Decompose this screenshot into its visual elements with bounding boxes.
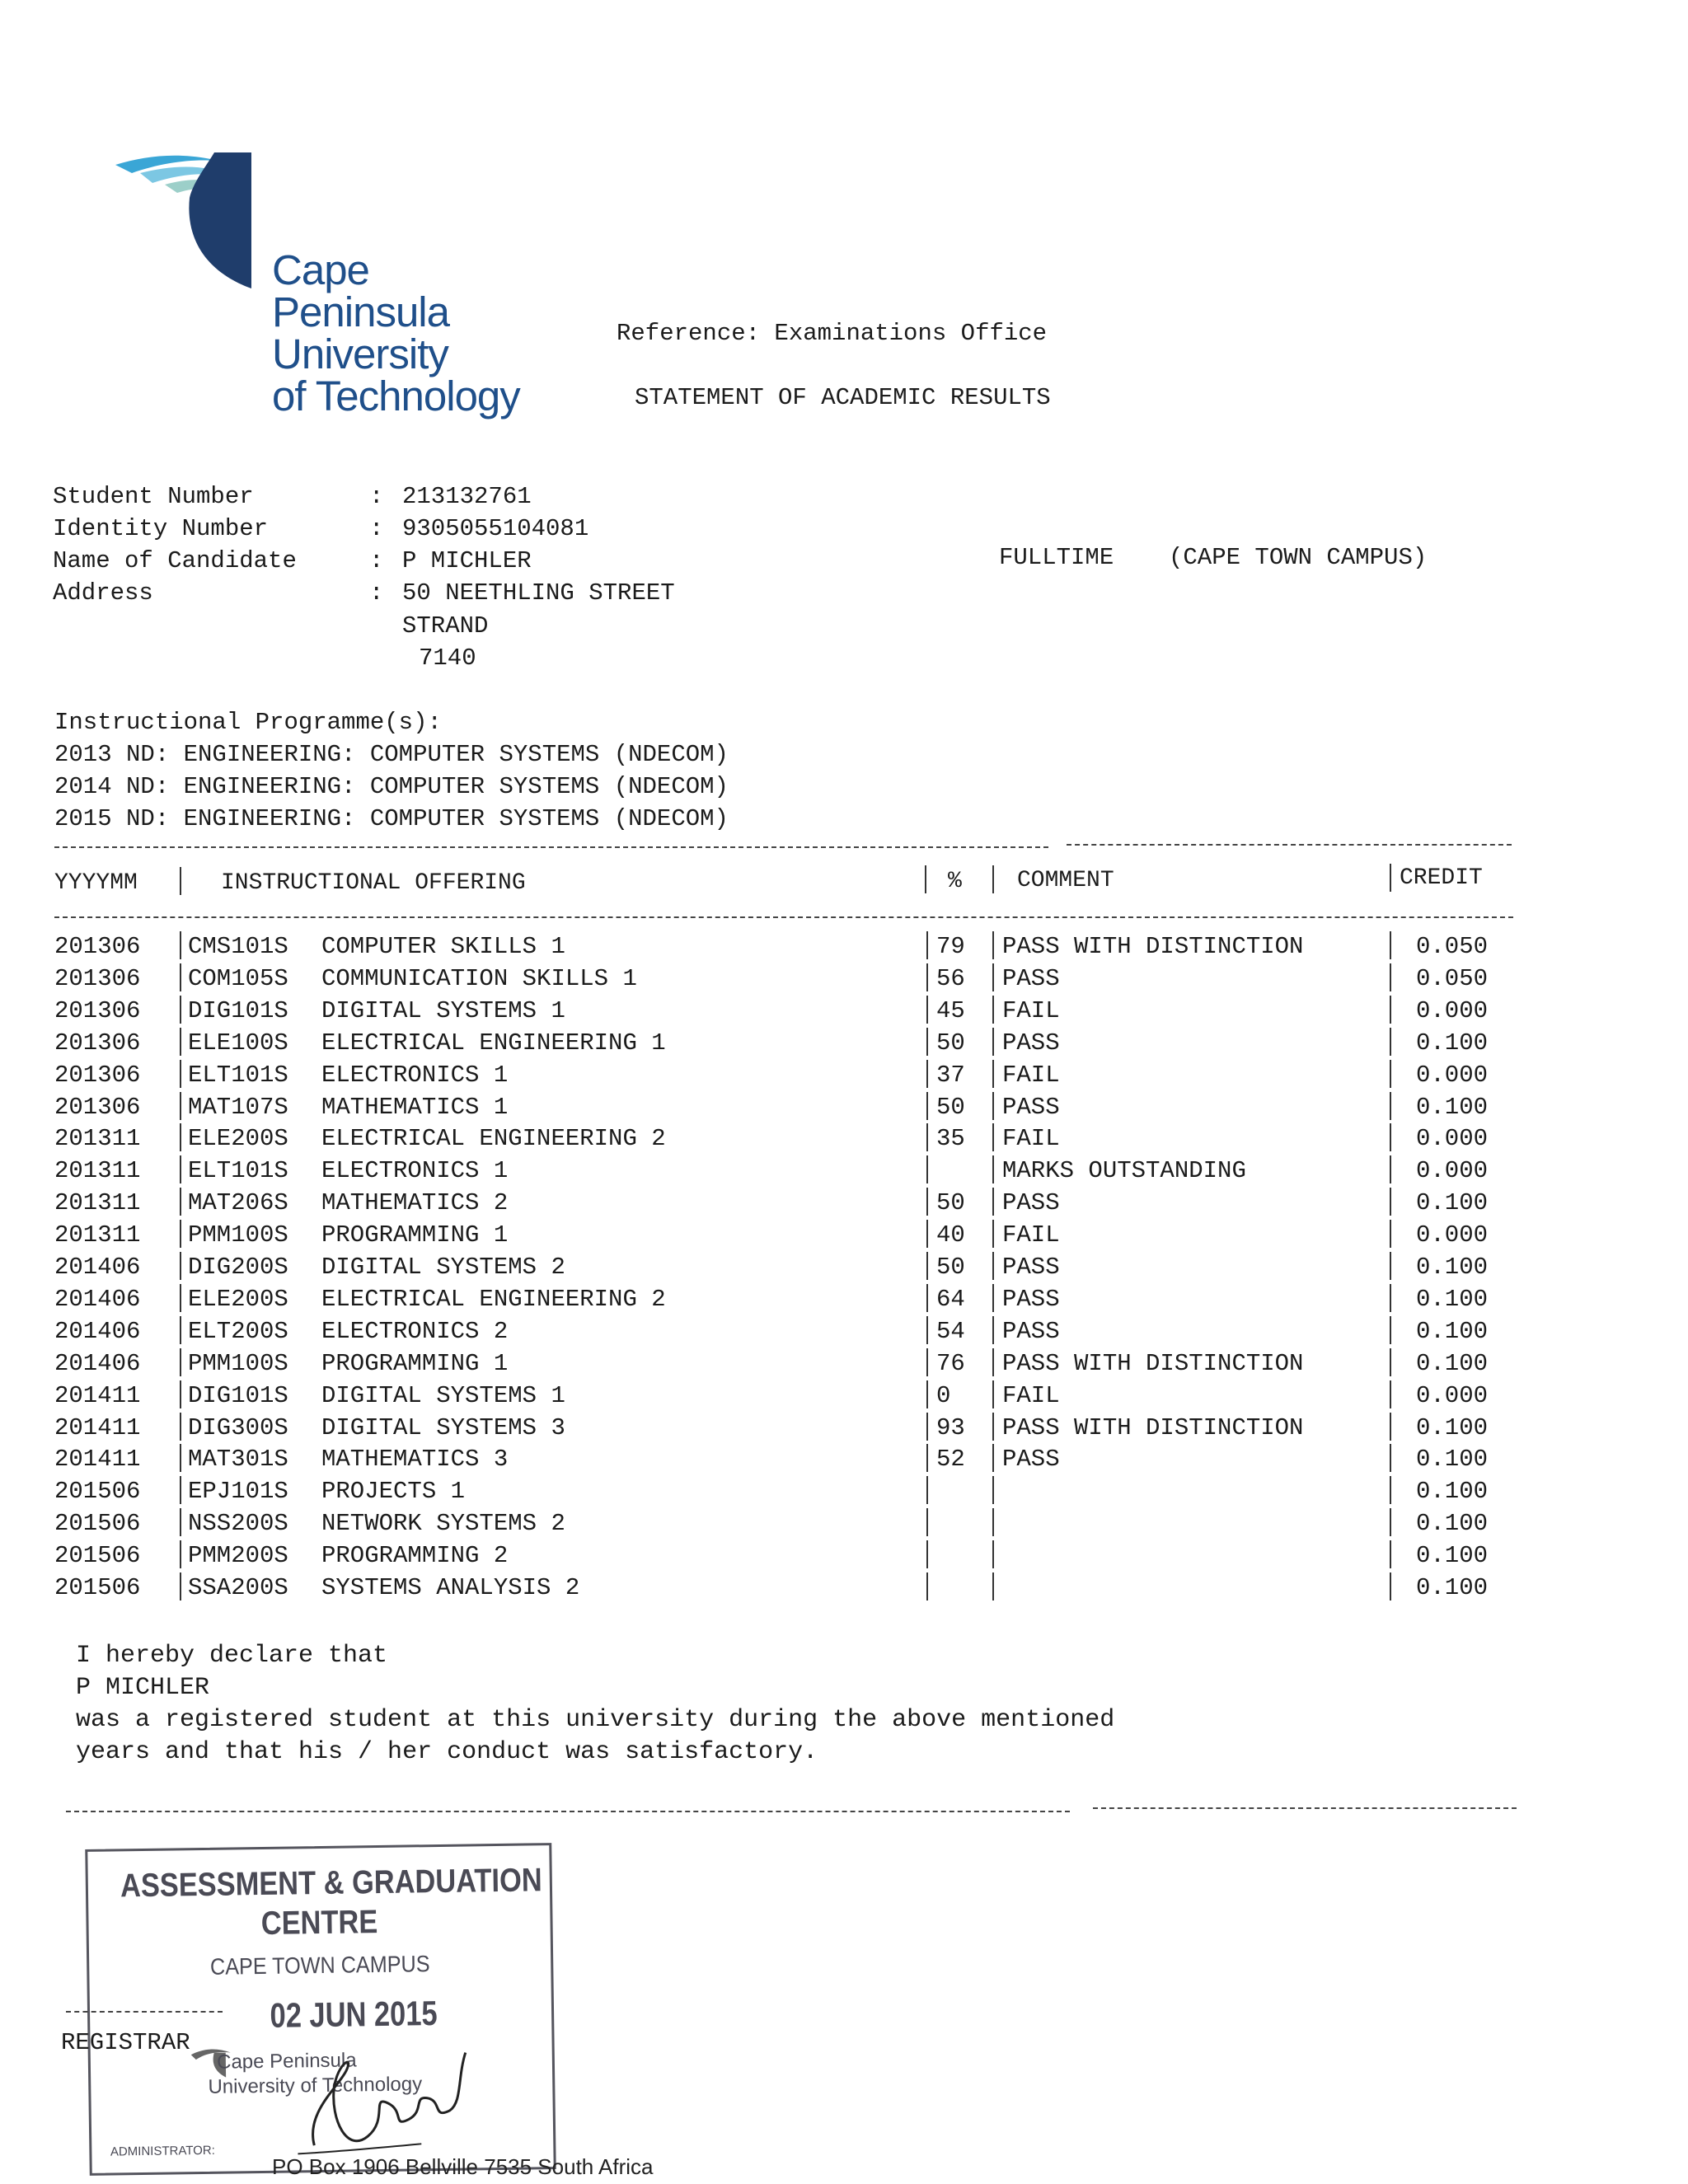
column-separator (992, 1123, 994, 1151)
programme-item: 2013 ND: ENGINEERING: COMPUTER SYSTEMS (NDECOM) (54, 741, 729, 768)
column-separator (180, 1444, 181, 1472)
row-course-code: MAT301S (188, 1446, 288, 1473)
column-separator (992, 1508, 994, 1536)
column-separator (926, 1572, 928, 1601)
row-course-name: DIGITAL SYSTEMS 2 (321, 1254, 565, 1281)
column-separator (992, 1348, 994, 1376)
row-course-name: ELECTRICAL ENGINEERING 2 (321, 1125, 666, 1152)
column-separator (1390, 1476, 1391, 1504)
row-course-code: EPJ101S (188, 1478, 288, 1505)
row-period: 201506 (54, 1542, 141, 1569)
column-separator (992, 996, 994, 1024)
field-label: Name of Candidate (53, 547, 297, 574)
row-credit: 0.100 (1416, 1254, 1489, 1281)
stamp-line: CAPE TOWN CAMPUS (209, 1951, 430, 1980)
column-separator (926, 1284, 928, 1312)
column-separator (992, 1413, 994, 1441)
row-period: 201411 (54, 1382, 141, 1409)
column-separator (180, 1316, 181, 1344)
column-separator (992, 1092, 994, 1120)
column-separator (926, 1123, 928, 1151)
column-separator (1390, 1028, 1391, 1056)
row-period: 201311 (54, 1125, 141, 1152)
column-separator (1390, 1316, 1391, 1344)
column-separator (992, 865, 994, 893)
row-credit: 0.050 (1416, 965, 1489, 992)
row-period: 201311 (54, 1221, 141, 1249)
row-period: 201311 (54, 1157, 141, 1184)
column-separator (1390, 1188, 1391, 1216)
column-separator (926, 1476, 928, 1504)
column-separator (992, 1252, 994, 1280)
row-course-code: DIG101S (188, 1382, 288, 1409)
column-separator (180, 963, 181, 991)
row-course-name: MATHEMATICS 3 (321, 1446, 509, 1473)
divider (66, 1811, 1070, 1812)
column-separator (992, 1060, 994, 1088)
column-separator (1390, 1444, 1391, 1472)
column-separator (180, 996, 181, 1024)
document-title: STATEMENT OF ACADEMIC RESULTS (635, 384, 1051, 411)
column-separator (926, 1348, 928, 1376)
row-course-name: ELECTRONICS 1 (321, 1157, 509, 1184)
row-credit: 0.100 (1416, 1189, 1489, 1216)
programmes-label: Instructional Programme(s): (54, 709, 442, 736)
column-separator (926, 1508, 928, 1536)
declaration-line: I hereby declare that (76, 1642, 388, 1670)
column-separator (180, 1060, 181, 1088)
column-separator (1390, 996, 1391, 1024)
column-separator (992, 1028, 994, 1056)
divider (54, 846, 1048, 848)
row-credit: 0.100 (1416, 1029, 1489, 1057)
column-separator (180, 1380, 181, 1408)
row-credit: 0.100 (1416, 1286, 1489, 1313)
row-course-code: DIG300S (188, 1414, 288, 1441)
row-course-name: MATHEMATICS 2 (321, 1189, 509, 1216)
study-mode: FULLTIME (999, 544, 1114, 571)
row-course-name: PROGRAMMING 1 (321, 1221, 509, 1249)
stamp-uni: Cape Peninsula (216, 2049, 357, 2074)
row-period: 201506 (54, 1510, 141, 1537)
column-separator (992, 1188, 994, 1216)
row-period: 201406 (54, 1254, 141, 1281)
column-separator (1390, 1060, 1391, 1088)
row-percent: 0 (936, 1382, 951, 1409)
row-period: 201506 (54, 1478, 141, 1505)
column-separator (180, 1220, 181, 1248)
logo-wave-icon (115, 148, 280, 297)
signature-icon (288, 2036, 479, 2162)
row-percent: 35 (936, 1125, 965, 1152)
column-separator (926, 1188, 928, 1216)
column-separator (926, 996, 928, 1024)
column-separator (180, 1284, 181, 1312)
stamp-date: 02 JUN 2015 (270, 1994, 438, 2035)
logo-text-line: University (272, 330, 448, 377)
row-percent: 50 (936, 1094, 965, 1121)
row-percent: 93 (936, 1414, 965, 1441)
row-period: 201406 (54, 1350, 141, 1377)
column-separator (926, 1092, 928, 1120)
column-separator (180, 1508, 181, 1536)
row-percent: 64 (936, 1286, 965, 1313)
column-separator (1390, 931, 1391, 959)
column-separator (926, 1540, 928, 1568)
university-logo (115, 148, 552, 429)
column-separator (926, 931, 928, 959)
row-percent: 40 (936, 1221, 965, 1249)
stamp-line: ASSESSMENT & GRADUATION (120, 1862, 542, 1905)
row-course-name: PROGRAMMING 1 (321, 1350, 509, 1377)
divider (1067, 844, 1512, 846)
field-colon: : (369, 483, 384, 510)
row-comment: PASS (1002, 965, 1060, 992)
row-comment: PASS (1002, 1446, 1060, 1473)
row-credit: 0.100 (1416, 1318, 1489, 1345)
identity-number: 9305055104081 (402, 515, 589, 542)
row-course-name: PROJECTS 1 (321, 1478, 466, 1505)
row-course-name: DIGITAL SYSTEMS 1 (321, 997, 565, 1024)
row-comment: PASS WITH DISTINCTION (1002, 1350, 1304, 1377)
column-separator (992, 1572, 994, 1601)
row-percent: 50 (936, 1189, 965, 1216)
column-separator (992, 1444, 994, 1472)
row-course-name: PROGRAMMING 2 (321, 1542, 509, 1569)
row-course-name: SYSTEMS ANALYSIS 2 (321, 1574, 580, 1601)
row-period: 201306 (54, 997, 141, 1024)
column-separator (180, 1413, 181, 1441)
row-period: 201406 (54, 1318, 141, 1345)
column-separator (926, 1380, 928, 1408)
stamp-line: CENTRE (260, 1904, 378, 1942)
row-comment: FAIL (1002, 1062, 1060, 1089)
row-period: 201306 (54, 1062, 141, 1089)
column-separator (926, 1155, 928, 1183)
row-period: 201506 (54, 1574, 141, 1601)
row-comment: FAIL (1002, 997, 1060, 1024)
row-percent: 52 (936, 1446, 965, 1473)
row-period: 201311 (54, 1189, 141, 1216)
header-offering: INSTRUCTIONAL OFFERING (221, 870, 526, 896)
column-separator (180, 931, 181, 959)
row-course-code: ELT101S (188, 1157, 288, 1184)
column-separator (1390, 1380, 1391, 1408)
column-separator (1390, 963, 1391, 991)
row-course-code: MAT107S (188, 1094, 288, 1121)
row-course-code: DIG101S (188, 997, 288, 1024)
column-separator (992, 1380, 994, 1408)
row-comment: PASS (1002, 1286, 1060, 1313)
row-course-name: COMPUTER SKILLS 1 (321, 933, 565, 960)
row-course-code: ELT101S (188, 1062, 288, 1089)
column-separator (1390, 1540, 1391, 1568)
row-credit: 0.100 (1416, 1510, 1489, 1537)
header-percent: % (948, 869, 962, 894)
column-separator (1390, 1220, 1391, 1248)
column-separator (926, 1060, 928, 1088)
column-separator (1390, 1155, 1391, 1183)
row-credit: 0.100 (1416, 1478, 1489, 1505)
row-credit: 0.050 (1416, 933, 1489, 960)
row-comment: PASS (1002, 1029, 1060, 1057)
column-separator (180, 1188, 181, 1216)
row-period: 201411 (54, 1414, 141, 1441)
declaration-line: years and that his / her conduct was satisfactory. (76, 1738, 818, 1766)
column-separator (992, 1316, 994, 1344)
field-label: Identity Number (53, 515, 269, 542)
row-course-code: DIG200S (188, 1254, 288, 1281)
row-course-name: ELECTRICAL ENGINEERING 1 (321, 1029, 666, 1057)
student-number: 213132761 (402, 483, 532, 510)
row-course-code: MAT206S (188, 1189, 288, 1216)
stamp-uni: University of Technology (208, 2073, 423, 2098)
reference-line: Reference: Examinations Office (617, 320, 1048, 347)
row-credit: 0.000 (1416, 997, 1489, 1024)
row-credit: 0.000 (1416, 1382, 1489, 1409)
address-line: STRAND (402, 612, 489, 640)
row-comment: MARKS OUTSTANDING (1002, 1157, 1246, 1184)
row-credit: 0.000 (1416, 1062, 1489, 1089)
logo-text-line: Peninsula (272, 288, 449, 335)
row-percent: 56 (936, 965, 965, 992)
row-course-code: CMS101S (188, 933, 288, 960)
column-separator (1390, 1092, 1391, 1120)
row-comment: PASS (1002, 1254, 1060, 1281)
row-credit: 0.100 (1416, 1446, 1489, 1473)
campus: (CAPE TOWN CAMPUS) (1169, 544, 1428, 571)
divider (54, 916, 1513, 918)
row-course-name: ELECTRICAL ENGINEERING 2 (321, 1286, 666, 1313)
row-course-name: NETWORK SYSTEMS 2 (321, 1510, 565, 1537)
column-separator (926, 1220, 928, 1248)
logo-text-line: of Technology (272, 373, 520, 419)
row-percent: 79 (936, 933, 965, 960)
field-label: Address (53, 579, 153, 607)
row-percent: 50 (936, 1029, 965, 1057)
programme-item: 2014 ND: ENGINEERING: COMPUTER SYSTEMS (NDECOM) (54, 773, 729, 800)
field-colon: : (369, 515, 384, 542)
row-course-code: ELT200S (188, 1318, 288, 1345)
official-stamp (85, 1843, 556, 2176)
signature-line (66, 2011, 223, 2013)
column-separator (1390, 1413, 1391, 1441)
column-separator (925, 865, 926, 893)
column-separator (992, 1155, 994, 1183)
row-course-code: PMM200S (188, 1542, 288, 1569)
column-separator (1390, 1572, 1391, 1601)
column-separator (992, 963, 994, 991)
column-separator (1390, 1508, 1391, 1536)
header-comment: COMMENT (1017, 868, 1114, 893)
header-credit: CREDIT (1400, 865, 1483, 891)
column-separator (180, 1028, 181, 1056)
column-separator (1390, 864, 1391, 892)
column-separator (180, 1540, 181, 1568)
field-colon: : (369, 547, 384, 574)
row-percent: 45 (936, 997, 965, 1024)
row-comment: PASS WITH DISTINCTION (1002, 1414, 1304, 1441)
stamp-admin-label: ADMINISTRATOR: (110, 2143, 215, 2159)
row-course-name: ELECTRONICS 1 (321, 1062, 509, 1089)
column-separator (992, 931, 994, 959)
divider (1093, 1807, 1517, 1809)
field-colon: : (369, 579, 384, 607)
row-course-code: ELE200S (188, 1286, 288, 1313)
column-separator (992, 1540, 994, 1568)
row-comment: FAIL (1002, 1382, 1060, 1409)
row-comment: PASS (1002, 1094, 1060, 1121)
column-separator (926, 1413, 928, 1441)
row-credit: 0.100 (1416, 1574, 1489, 1601)
row-credit: 0.000 (1416, 1221, 1489, 1249)
column-separator (180, 1252, 181, 1280)
row-credit: 0.100 (1416, 1350, 1489, 1377)
row-comment: PASS WITH DISTINCTION (1002, 933, 1304, 960)
row-period: 201406 (54, 1286, 141, 1313)
column-separator (926, 1252, 928, 1280)
row-period: 201306 (54, 1029, 141, 1057)
header-period: YYYYMM (54, 870, 138, 896)
row-percent: 37 (936, 1062, 965, 1089)
row-period: 201306 (54, 933, 141, 960)
row-comment: PASS (1002, 1318, 1060, 1345)
column-separator (1390, 1123, 1391, 1151)
candidate-name: P MICHLER (402, 547, 532, 574)
row-course-code: PMM100S (188, 1350, 288, 1377)
row-course-code: ELE100S (188, 1029, 288, 1057)
column-separator (992, 1284, 994, 1312)
column-separator (180, 867, 181, 895)
row-course-code: ELE200S (188, 1125, 288, 1152)
row-percent: 76 (936, 1350, 965, 1377)
row-comment: FAIL (1002, 1125, 1060, 1152)
row-course-name: DIGITAL SYSTEMS 1 (321, 1382, 565, 1409)
footer-address: PO Box 1906 Bellville 7535 South Africa (272, 2154, 654, 2179)
column-separator (180, 1123, 181, 1151)
row-period: 201306 (54, 965, 141, 992)
row-comment: PASS (1002, 1189, 1060, 1216)
row-course-code: PMM100S (188, 1221, 288, 1249)
row-credit: 0.000 (1416, 1125, 1489, 1152)
column-separator (926, 1444, 928, 1472)
address-line: 7140 (419, 644, 476, 672)
declaration-line: was a registered student at this university during the above mentioned (76, 1706, 1115, 1734)
logo-text-line: Cape (272, 246, 369, 293)
registrar-label: REGISTRAR (61, 2029, 190, 2056)
column-separator (180, 1092, 181, 1120)
row-period: 201306 (54, 1094, 141, 1121)
row-course-name: DIGITAL SYSTEMS 3 (321, 1414, 565, 1441)
column-separator (180, 1155, 181, 1183)
row-credit: 0.000 (1416, 1157, 1489, 1184)
column-separator (926, 1316, 928, 1344)
row-credit: 0.100 (1416, 1094, 1489, 1121)
column-separator (926, 1028, 928, 1056)
row-percent: 50 (936, 1254, 965, 1281)
column-separator (1390, 1284, 1391, 1312)
column-separator (180, 1572, 181, 1601)
row-period: 201411 (54, 1446, 141, 1473)
column-separator (180, 1476, 181, 1504)
row-course-code: NSS200S (188, 1510, 288, 1537)
column-separator (992, 1220, 994, 1248)
row-credit: 0.100 (1416, 1542, 1489, 1569)
row-percent: 54 (936, 1318, 965, 1345)
field-label: Student Number (53, 483, 254, 510)
column-separator (1390, 1252, 1391, 1280)
declaration-name: P MICHLER (76, 1674, 210, 1702)
column-separator (992, 1476, 994, 1504)
column-separator (926, 963, 928, 991)
programme-item: 2015 ND: ENGINEERING: COMPUTER SYSTEMS (NDECOM) (54, 805, 729, 832)
row-credit: 0.100 (1416, 1414, 1489, 1441)
row-comment: FAIL (1002, 1221, 1060, 1249)
column-separator (180, 1348, 181, 1376)
row-course-name: COMMUNICATION SKILLS 1 (321, 965, 637, 992)
row-course-name: ELECTRONICS 2 (321, 1318, 509, 1345)
row-course-code: SSA200S (188, 1574, 288, 1601)
row-course-code: COM105S (188, 965, 288, 992)
column-separator (1390, 1348, 1391, 1376)
address-line: 50 NEETHLING STREET (402, 579, 675, 607)
row-course-name: MATHEMATICS 1 (321, 1094, 509, 1121)
